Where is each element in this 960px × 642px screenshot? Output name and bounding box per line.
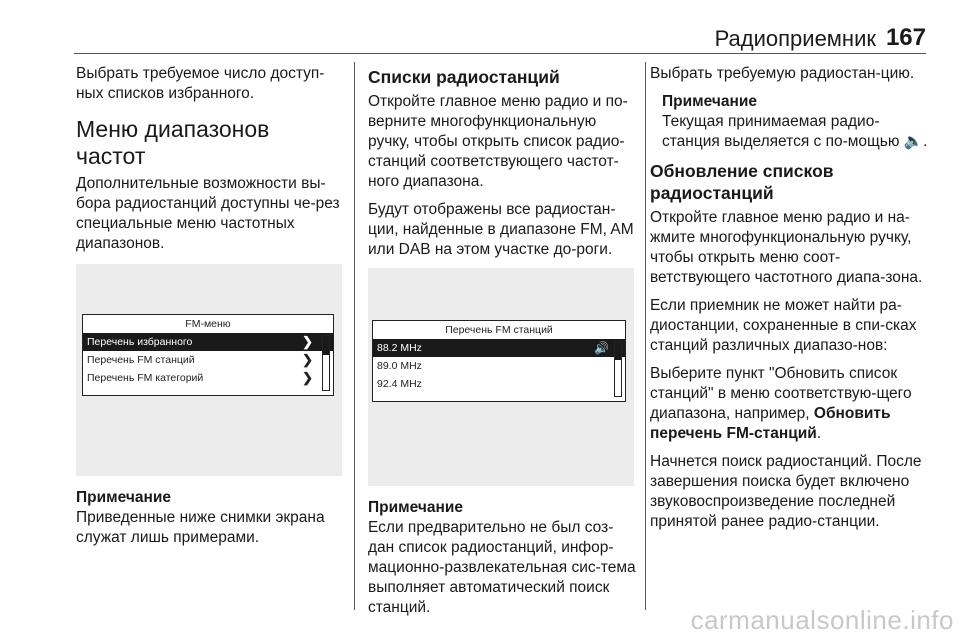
update-instruction-end: . (816, 425, 822, 442)
section-heading-station-lists: Списки радиостанций (368, 67, 560, 87)
update-paragraph-4: Начнется поиск радиостанций. После завершения поиска будет включено звуковоспроизведение последней принятой ранее радио-станции. (650, 453, 922, 530)
station-list-scrollbar[interactable] (614, 341, 622, 397)
chevron-right-icon: ❯ (302, 334, 313, 349)
update-menu-item-name: Обновить перечень FM-станций (650, 405, 891, 442)
scrollbar-thumb[interactable] (323, 336, 329, 355)
header-rule (74, 53, 926, 54)
column-2 (368, 64, 636, 618)
fm-menu-item-categories[interactable] (83, 369, 333, 387)
fm-menu-item-stations[interactable] (83, 351, 333, 369)
note-text: Если предварительно не был соз-дан список радиостанций, инфор-мационно-развлекательная сис-тема выполняет автоматический поиск станций. (368, 519, 636, 616)
page-header-title: Радиоприемник (714, 26, 876, 51)
screenshot-fm-menu (76, 264, 342, 476)
column-divider-2 (645, 62, 646, 610)
fm-menu-item-label: Перечень FM категорий (87, 372, 204, 384)
fm-menu-screen (82, 314, 334, 396)
scrollbar-thumb[interactable] (615, 342, 621, 360)
screenshot-fm-station-list (368, 268, 634, 486)
select-station-paragraph: Выбрать требуемую радиостан-цию. (650, 65, 915, 82)
update-instruction-text: Выберите пункт "Обновить список станций" в меню соответствую-щего диапазона, например, (650, 365, 912, 422)
speaker-icon: 🔊 (594, 341, 609, 355)
update-paragraph-3 (650, 364, 930, 444)
chevron-right-icon: ❯ (302, 370, 313, 385)
station-item[interactable] (373, 357, 625, 375)
station-frequency: 88.2 MHz (377, 342, 422, 354)
fm-menu-item-label: Перечень FM станций (87, 354, 195, 366)
fm-station-list-title: Перечень FM станций (445, 324, 553, 336)
column-1 (76, 64, 342, 548)
note-text (662, 112, 930, 152)
station-lists-paragraph-1: Откройте главное меню радио и по-верните многофункциональную ручку, чтобы открыть список радио-станций соответствующего частот-ного диапазона. (368, 93, 628, 190)
section-heading-band-menu: Меню диапазонов частот (76, 116, 270, 169)
station-frequency: 92.4 MHz (377, 378, 422, 390)
note-title: Примечание (76, 489, 171, 506)
station-lists-paragraph-2: Будут отображены все радиостан-ции, найденные в диапазоне FM, AM или DAB на этом участке до-роги. (368, 201, 634, 258)
page-number: 167 (885, 24, 926, 51)
note-text: Приведенные ниже снимки экрана служат лишь примерами. (76, 509, 325, 546)
fm-menu-item-label: Перечень избранного (87, 336, 193, 348)
station-item-active[interactable] (373, 339, 625, 357)
fm-menu-item-favorites[interactable] (83, 333, 333, 351)
note-text-end: . (923, 133, 928, 150)
note-title: Примечание (368, 499, 463, 516)
speaker-icon: 🔈 (903, 133, 924, 150)
station-item[interactable] (373, 375, 625, 393)
band-menu-paragraph: Дополнительные возможности вы-бора радиостанций доступны че-рез специальные меню частотных диапазонов. (76, 175, 340, 252)
note-text-body: Текущая принимаемая радио-станция выделяется с по-мощью (662, 113, 900, 150)
chevron-right-icon: ❯ (302, 352, 313, 367)
intro-paragraph: Выбрать требуемое число доступ-ных списков избранного. (76, 65, 325, 102)
section-heading-update-lists: Обновление списков радиостанций (650, 161, 834, 203)
update-paragraph-1: Откройте главное меню радио и на-жмите многофункциональную ручку, чтобы открыть меню соот-ветствующего частотного диапа-зона. (650, 209, 923, 286)
watermark: carmanualsonline.info (690, 605, 954, 635)
station-frequency: 89.0 MHz (377, 360, 422, 372)
update-paragraph-2: Если приемник не может найти ра-диостанции, сохраненные в спи-сках станций различных диапазо-нов: (650, 297, 917, 354)
fm-station-list-screen (372, 320, 626, 402)
fm-menu-scrollbar[interactable] (322, 335, 330, 391)
fm-menu-title: FM-меню (185, 318, 231, 330)
column-3 (650, 64, 930, 540)
column-divider-1 (354, 62, 355, 610)
note-title: Примечание (662, 93, 757, 110)
